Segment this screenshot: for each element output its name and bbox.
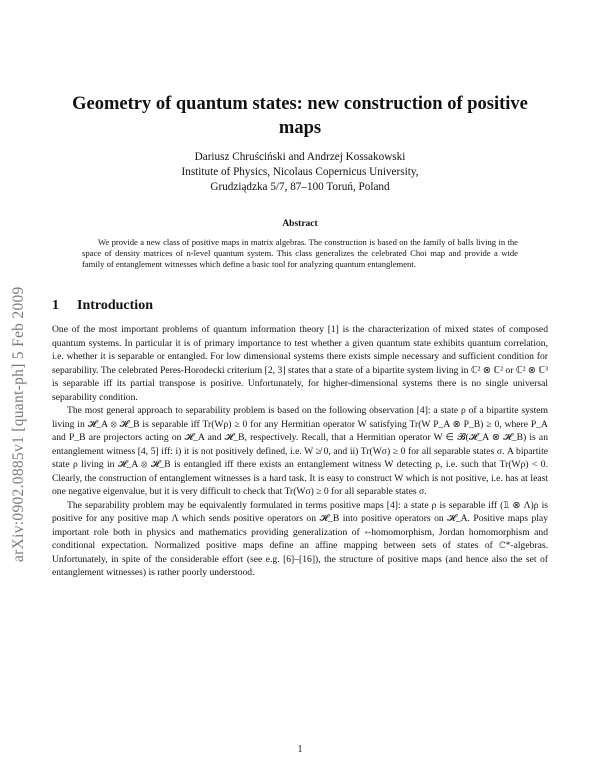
paragraph: One of the most important problems of quantum information theory [1] is the characterization of mixed states of composed quantum systems. In particular it is of primary importance to test whether a given quantum state exhibits quantum correlation, i.e. whether it is separable or entangled. For low dimensional systems there exists simple necessary and sufficient condition for separability. The celebrated Peres-Horodecki criterium [2, 3] states that a state of a bipartite system living in ℂ² ⊗ ℂ² or ℂ² ⊗ ℂ³ is separable iff its partial transpose is positive. Unfortunately, for higher-dimensional systems there is no single universal separability condition. [52,324,548,403]
paper-title: Geometry of quantum states: new construction of positive maps [72,94,528,138]
body-text [52,323,548,580]
paragraph: The separability problem may be equivalently formulated in terms positive maps [4]: a state ρ is separable iff (𝟙 ⊗ Λ)ρ is positive for any positive map Λ which sends positive operators on 𝓗_B into positive operators on 𝓗_A. Positive maps play important role both in physics and mathematics providing generalization of ∗-homomorphism, Jordan homomorphism and conditional expectation. Normalized positive maps define an affine mapping between sets of states of ℂ*-algebras. Unfortunately, in spite of the considerable effort (see e.g. [6]–[16]), the structure of positive maps (and hence also the set of entanglement witnesses) is rather poorly understood. [52,499,548,578]
author-block [100,150,500,195]
abstract-heading: Abstract [282,219,318,229]
paragraph: The most general approach to separability problem is based on the following observation [4]: a state ρ of a bipartite system living in 𝓗_A ⊗ 𝓗_B is separable iff Tr(Wρ) ≥ 0 for any Hermitian operator W satisfying Tr(W P_A ⊗ P_B) ≥ 0, where P_A and P_B are projectors acting on 𝓗_A and 𝓗_B, respectively. Recall, that a Hermitian operator W ∈ 𝓑(𝓗_A ⊗ 𝓗_B) is an entanglement witness [4, 5] iff: i) it is not positively defined, i.e. W ≱ 0, and ii) Tr(Wσ) ≥ 0 for all separable states σ. A bipartite state ρ living in 𝓗_A ⊗ 𝓗_B is entangled iff there exists an entanglement witness W detecting ρ, i.e. such that Tr(Wρ) < 0. Clearly, the construction of entanglement witnesses is a hard task. It is easy to construct W which is not positive, i.e. has at least one negative eigenvalue, but it is very difficult to check that Tr(Wσ) ≥ 0 for all separable states σ. [52,405,548,497]
section-heading [52,298,153,314]
affiliation: Institute of Physics, Nicolaus Copernicus University, [181,166,419,178]
abstract-text: We provide a new class of positive maps in matrix algebras. The construction is based on the family of balls living in the space of density matrices of n-level quantum system. This class generalizes the celebrated Choi map and provide a wide family of entanglement witnesses which define a basic tool for analyzing quantum entanglement. [82,237,518,269]
author-names: Dariusz Chruściński and Andrzej Kossakowski [194,151,406,163]
section-title: Introduction [77,298,153,313]
page-number: 1 [297,744,303,755]
address: Grudziądzka 5/7, 87–100 Toruń, Poland [210,181,390,193]
arxiv-identifier: arXiv:0902.0885v1 [quant-ph] 5 Feb 2009 [10,286,27,562]
section-number: 1 [52,298,59,313]
